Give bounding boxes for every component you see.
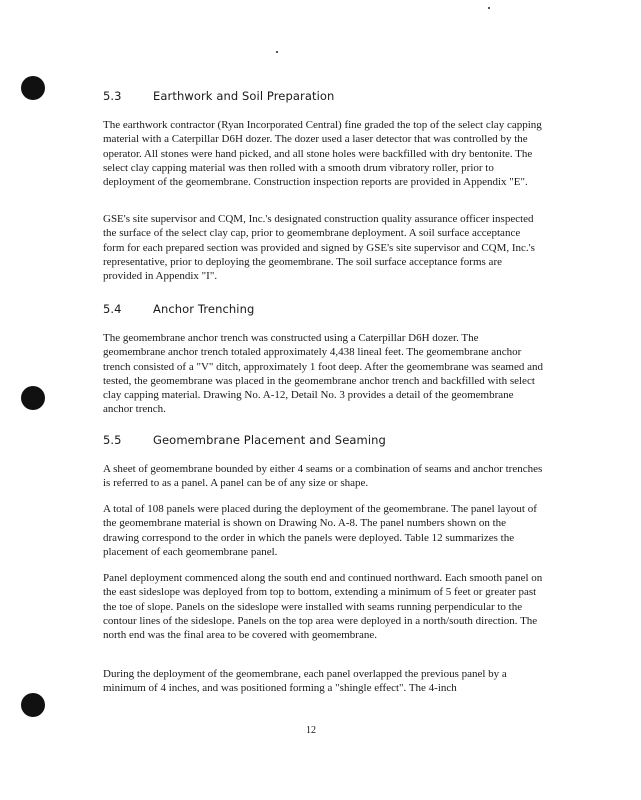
punch-hole: [21, 693, 45, 717]
paragraph: The earthwork contractor (Ryan Incorporated Central) fine graded the top of the select clay capping material with a Caterpillar D6H dozer. The dozer used a laser detector that was controlled by the operator. All stones were hand picked, and all stone holes were backfilled with dry bentonite. The select clay capping material was then rolled with a smooth drum vibratory roller, prior to deployment of the geomembrane. Construction inspection reports are provided in Appendix "E".: [103, 119, 542, 189]
section-number: 5.4: [103, 302, 122, 316]
scan-speck: [488, 7, 490, 9]
section-number: 5.3: [103, 89, 122, 103]
section-title: Earthwork and Soil Preparation: [153, 89, 335, 103]
paragraph: Panel deployment commenced along the south end and continued northward. Each smooth panel on the east sideslope was deployed from top to bottom, extending a minimum of 5 feet or greater past the toe of slope. Panels on the sideslope were installed with seams running perpendicular to the contour lines of the sideslope. Panels on the top area were deployed in a north/south direction. The north end was the final area to be covered with geomembrane.: [103, 572, 543, 642]
section-heading: [103, 302, 254, 316]
punch-hole: [21, 386, 45, 410]
paragraph: During the deployment of the geomembrane, each panel overlapped the previous panel by a minimum of 4 inches, and was positioned forming a "shingle effect". The 4-inch: [103, 668, 507, 695]
section-number: 5.5: [103, 433, 122, 447]
paragraph: A sheet of geomembrane bounded by either 4 seams or a combination of seams and anchor trenches is referred to as a panel. A panel can be of any size or shape.: [103, 463, 543, 490]
section-heading: [103, 89, 334, 103]
section-heading: [103, 433, 386, 447]
paragraph: A total of 108 panels were placed during the deployment of the geomembrane. The panel layout of the geomembrane material is shown on Drawing No. A-8. The panel numbers shown on the drawing correspond to the order in which the panels were deployed. Table 12 summarizes the placement of each geomembrane panel.: [103, 503, 537, 558]
scan-speck: [276, 51, 278, 53]
paragraph: GSE's site supervisor and CQM, Inc.'s designated construction quality assurance officer inspected the surface of the select clay cap, prior to geomembrane deployment. A soil surface acceptance form for each prepared section was provided and signed by GSE's site supervisor and CQM, Inc.'s representative, prior to deploying the geomembrane. The soil surface acceptance forms are provided in Appendix "I".: [103, 213, 535, 283]
section-title: Geomembrane Placement and Seaming: [153, 433, 386, 447]
punch-hole: [21, 76, 45, 100]
paragraph: The geomembrane anchor trench was constructed using a Caterpillar D6H dozer. The geomembrane anchor trench totaled approximately 4,438 lineal feet. The geomembrane anchor trench consisted of a "V" ditch, approximately 1 foot deep. After the geomembrane was seamed and tested, the geomembrane was placed in the geomembrane anchor trench and backfilled with select clay capping material. Drawing No. A-12, Detail No. 3 provides a detail of the geomembrane anchor trench.: [103, 332, 543, 416]
section-title: Anchor Trenching: [153, 302, 255, 316]
page-number: 12: [306, 725, 316, 736]
